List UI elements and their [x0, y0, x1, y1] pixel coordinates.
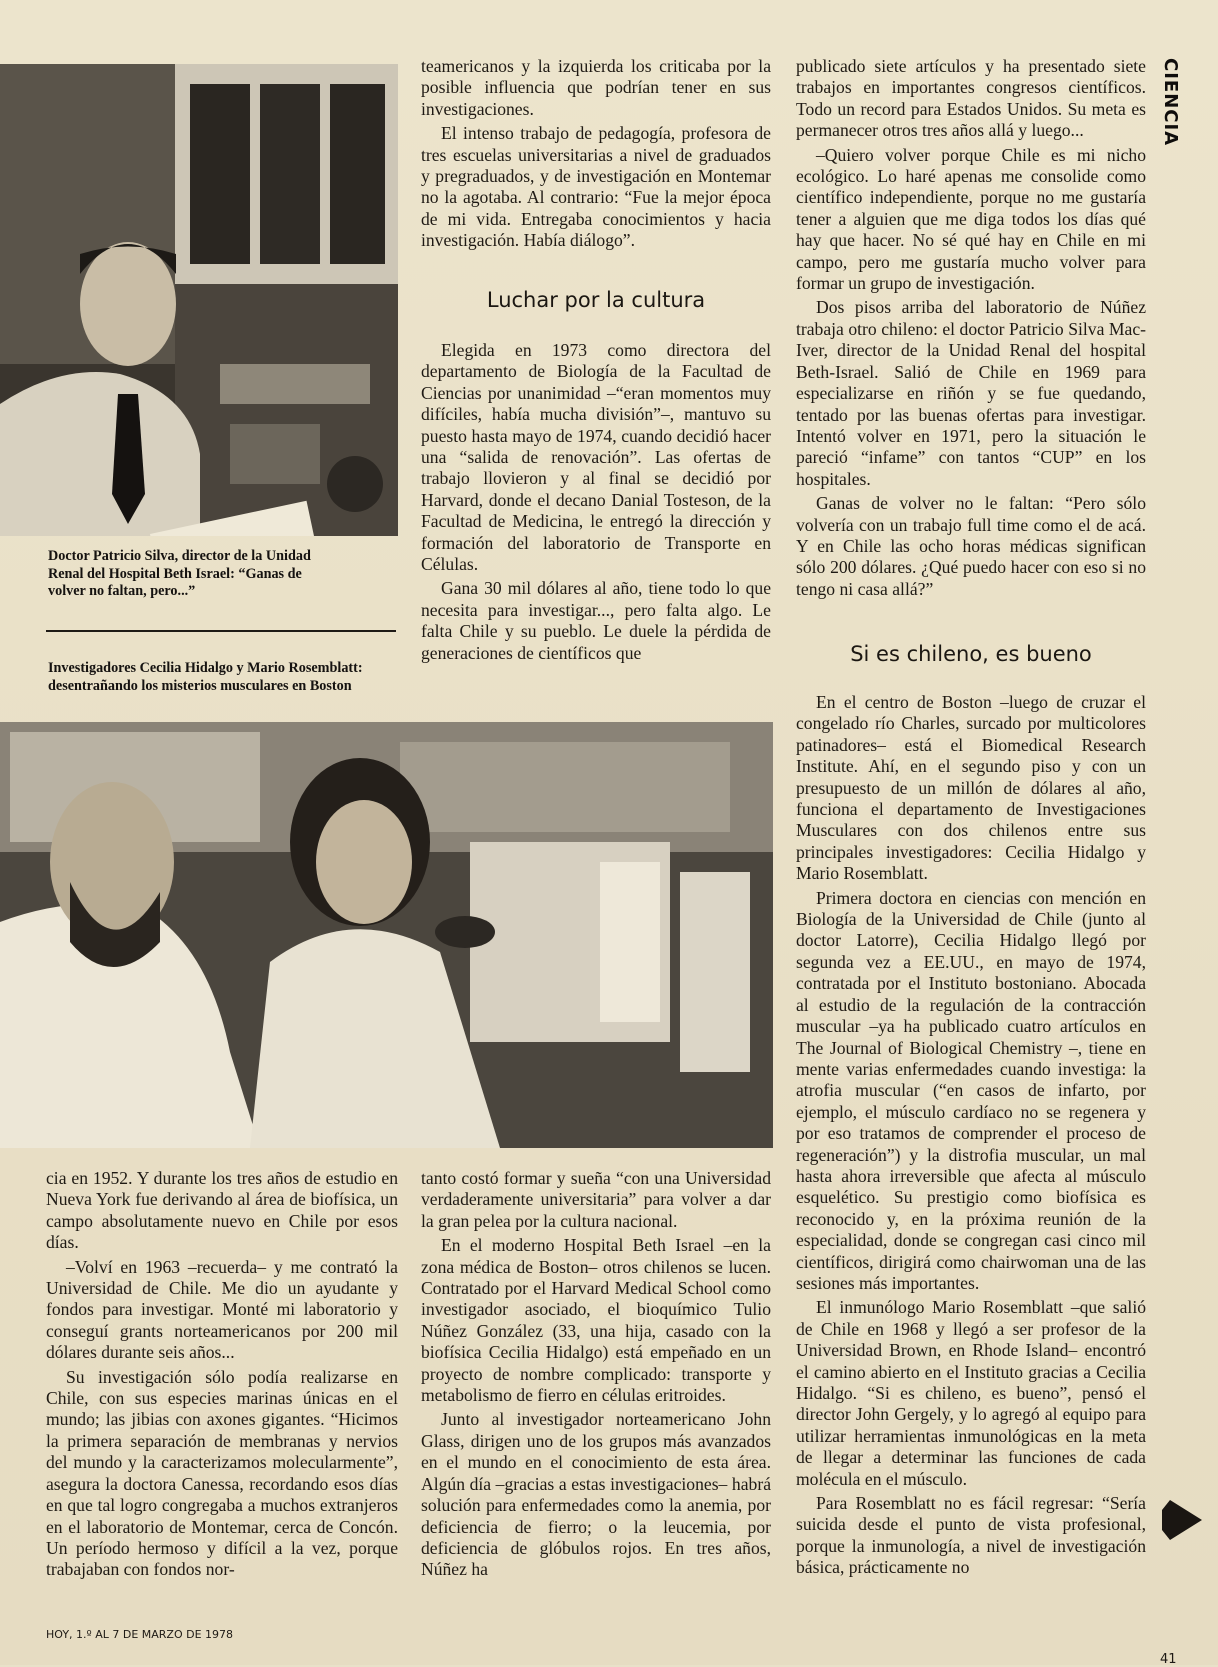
heading-luchar-por-la-cultura: Luchar por la cultura — [486, 288, 706, 312]
paragraph: Gana 30 mil dólares al año, tiene todo lo que necesita para investigar..., pero falta algo. Le falta Chile y su pueblo. Le duele la pérdida de generaciones de científicos que — [421, 578, 771, 663]
paragraph: En el centro de Boston –luego de cruzar el congelado río Charles, surcado por multicolores patinadores– está el Biomedical Research Institute. Ahí, en el segundo piso y con un presupuesto de un millón de dólares al año, funciona el departamento de Investigaciones Musculares con dos chilenos entre sus principales investigadores: Cecilia Hidalgo y Mario Rosemblatt. — [796, 692, 1146, 884]
column-3-top — [796, 56, 1146, 600]
paragraph: El intenso trabajo de pedagogía, profesora de tres escuelas universitarias a nivel de graduados y pregraduados, y de investigación en Montemar no la agotaba. Al contrario: “Fue la mejor época de mi vida. Entregaba conocimientos y hacia investigación. Había diálogo”. — [421, 123, 771, 251]
photo-lab-graphic — [0, 722, 773, 1148]
paragraph: teamericanos y la izquierda los criticaba por la posible influencia que podrían tener en sus investigaciones. — [421, 56, 771, 119]
paragraph: tanto costó formar y sueña “con una Universidad verdaderamente universitaria” para volver a dar la gran pelea por la cultura nacional. — [421, 1168, 771, 1231]
paragraph: Su investigación sólo podía realizarse en Chile, con sus especies marinas únicas en el mundo; las jibias con axones gigantes. “Hicimos la primera separación de membranas y nervios del mundo y la caracterizamos molecularmente”, asegura la doctora Canessa, recordando esos días en que tal logro congregaba a muchos extranjeros en el laboratorio de Montemar, cerca de Concón. Un período hermoso y difícil a la vez, porque trabajaban con fondos nor- — [46, 1366, 398, 1580]
paragraph: Para Rosemblatt no es fácil regresar: “Sería suicida desde el punto de vista profesional, porque la inmunología, a nivel de investigación básica, prácticamente no — [796, 1493, 1146, 1578]
column-3-chileno — [796, 692, 1146, 1579]
paragraph: En el moderno Hospital Beth Israel –en la zona médica de Boston– otros chilenos se lucen. Contratado por el Harvard Medical School como investigador asociado, el bioquímico Tulio Núñez González (33, una hija, casado con la biofísica Cecilia Hidalgo) está empeñado en un proyecto de nombre complicado: transporte y metabolismo de fierro en células eritroides. — [421, 1235, 771, 1406]
paragraph: –Quiero volver porque Chile es mi nicho ecológico. Lo haré apenas me consolide como científico independiente, porque no me gustaría tener a alguien que me diga todos los días qué hay que hacer. No sé qué hay en Chile en mi campo, pero me gustaría mucho volver para formar un grupo de investigación. — [796, 144, 1146, 294]
continue-arrow-icon — [1162, 1500, 1202, 1540]
column-2-top — [421, 56, 771, 252]
photo-hidalgo-rosemblatt — [0, 722, 773, 1148]
paragraph: –Volví en 1963 –recuerda– y me contrató la Universidad de Chile. Me dio un ayudante y fondos para investigar. Monté mi laboratorio y conseguí grants norteamericanos por 200 mil dólares durante seis años... — [46, 1256, 398, 1363]
column-1-bottom — [46, 1168, 398, 1581]
page-number: 41 — [1160, 1652, 1177, 1667]
caption-silva: Doctor Patricio Silva, director de la Unidad Renal del Hospital Beth Israel: “Ganas de volver no faltan, pero...” — [48, 548, 311, 599]
paragraph: Primera doctora en ciencias con mención en Biología de la Universidad de Chile (junto al doctor Latorre), Cecilia Hidalgo llegó por segunda vez a EE.UU., en mayo de 1974, contratada por el Instituto bostoniano. Abocada al estudio de la regulación de la contracción muscular –ya ha publicado cuatro artículos en The Journal of Biological Chemistry –, tiene en mente varias enfermedades cuando investiga: la atrofia muscular (“en casos de infarto, por ejemplo, el músculo cardíaco no se regenera y por eso tratamos de comprender el proceso de regeneración”) y la distrofia muscular, un mal hasta ahora irreversible que afecta al músculo esquelético. Su prestigio como biofísica es reconocido y, en la próxima reunión de la especialidad, donde se congregan casi cinco mil científicos, dirigirá como chairwoman una de las sesiones más importantes. — [796, 887, 1146, 1293]
heading-si-es-chileno: Si es chileno, es bueno — [850, 642, 1092, 666]
section-label: CIENCIA — [1160, 58, 1181, 147]
paragraph: Elegida en 1973 como directora del departamento de Biología de la Facultad de Ciencias por unanimidad –“eran momentos muy difíciles, había mucha división”–, mantuvo su puesto hasta mayo de 1974, cuando decidió hacer una “salida de renovación”. Las ofertas de trabajo llovieron y al final se decidió por Harvard, donde el decano Danial Tosteson, de la Facultad de Medicina, le entregó la dirección y formación del laboratorio de Transporte en Células. — [421, 340, 771, 575]
photo-silva-graphic — [0, 64, 398, 536]
paragraph: El inmunólogo Mario Rosemblatt –que salió de Chile en 1968 y llegó a ser profesor de la Universidad Brown, en Rhode Island– encontró el camino abierto en el Instituto gracias a Cecilia Hidalgo. “Si es chileno, es bueno”, pensó el director John Gergely, y lo agregó al equipo para utilizar herramientas inmunológicas en la meta de llegar a determinar las funciones de cada molécula en el músculo. — [796, 1297, 1146, 1489]
paragraph: publicado siete artículos y ha presentado siete trabajos en importantes congresos científicos. Todo un record para Estados Unidos. Su meta es permanecer otros tres años allá y luego... — [796, 56, 1146, 141]
column-2-bottom — [421, 1168, 771, 1581]
caption-hidalgo-rosemblatt: Investigadores Cecilia Hidalgo y Mario Rosemblatt: desentrañando los misterios musculares en Boston — [48, 660, 363, 694]
paragraph: Junto al investigador norteamericano John Glass, dirigen uno de los grupos más avanzados en el mundo en el conocimiento de esta área. Algún día –gracias a estas investigaciones– habrá solución para enfermedades como la anemia, por deficiencia de fierro; o la leucemia, por deficiencia de glóbulos rojos. En tres años, Núñez ha — [421, 1409, 771, 1580]
paragraph: Dos pisos arriba del laboratorio de Núñez trabaja otro chileno: el doctor Patricio Silva Mac-Iver, director de la Unidad Renal del hospital Beth-Israel. Salió de Chile en 1969 para especializarse en riñón y se fue quedando, tentado por las buenas ofertas para investigar. Intentó volver en 1971, pero la situación le pareció “infame” con tantos “CUP” en los hospitales. — [796, 297, 1146, 489]
paragraph: cia en 1952. Y durante los tres años de estudio en Nueva York fue derivando al área de biofísica, un campo absolutamente nuevo en Chile por esos días. — [46, 1168, 398, 1253]
caption-divider — [46, 630, 396, 632]
column-2-luchar — [421, 340, 771, 664]
paragraph: Ganas de volver no le faltan: “Pero sólo volvería con un trabajo full time como el de acá. Y en Chile las ocho horas médicas significan sólo 200 dólares. ¿Qué puedo hacer con eso si no tengo ni casa allá?” — [796, 493, 1146, 599]
footer-issue-date: HOY, 1.º AL 7 DE MARZO DE 1978 — [46, 1628, 234, 1641]
photo-patricio-silva — [0, 64, 398, 536]
